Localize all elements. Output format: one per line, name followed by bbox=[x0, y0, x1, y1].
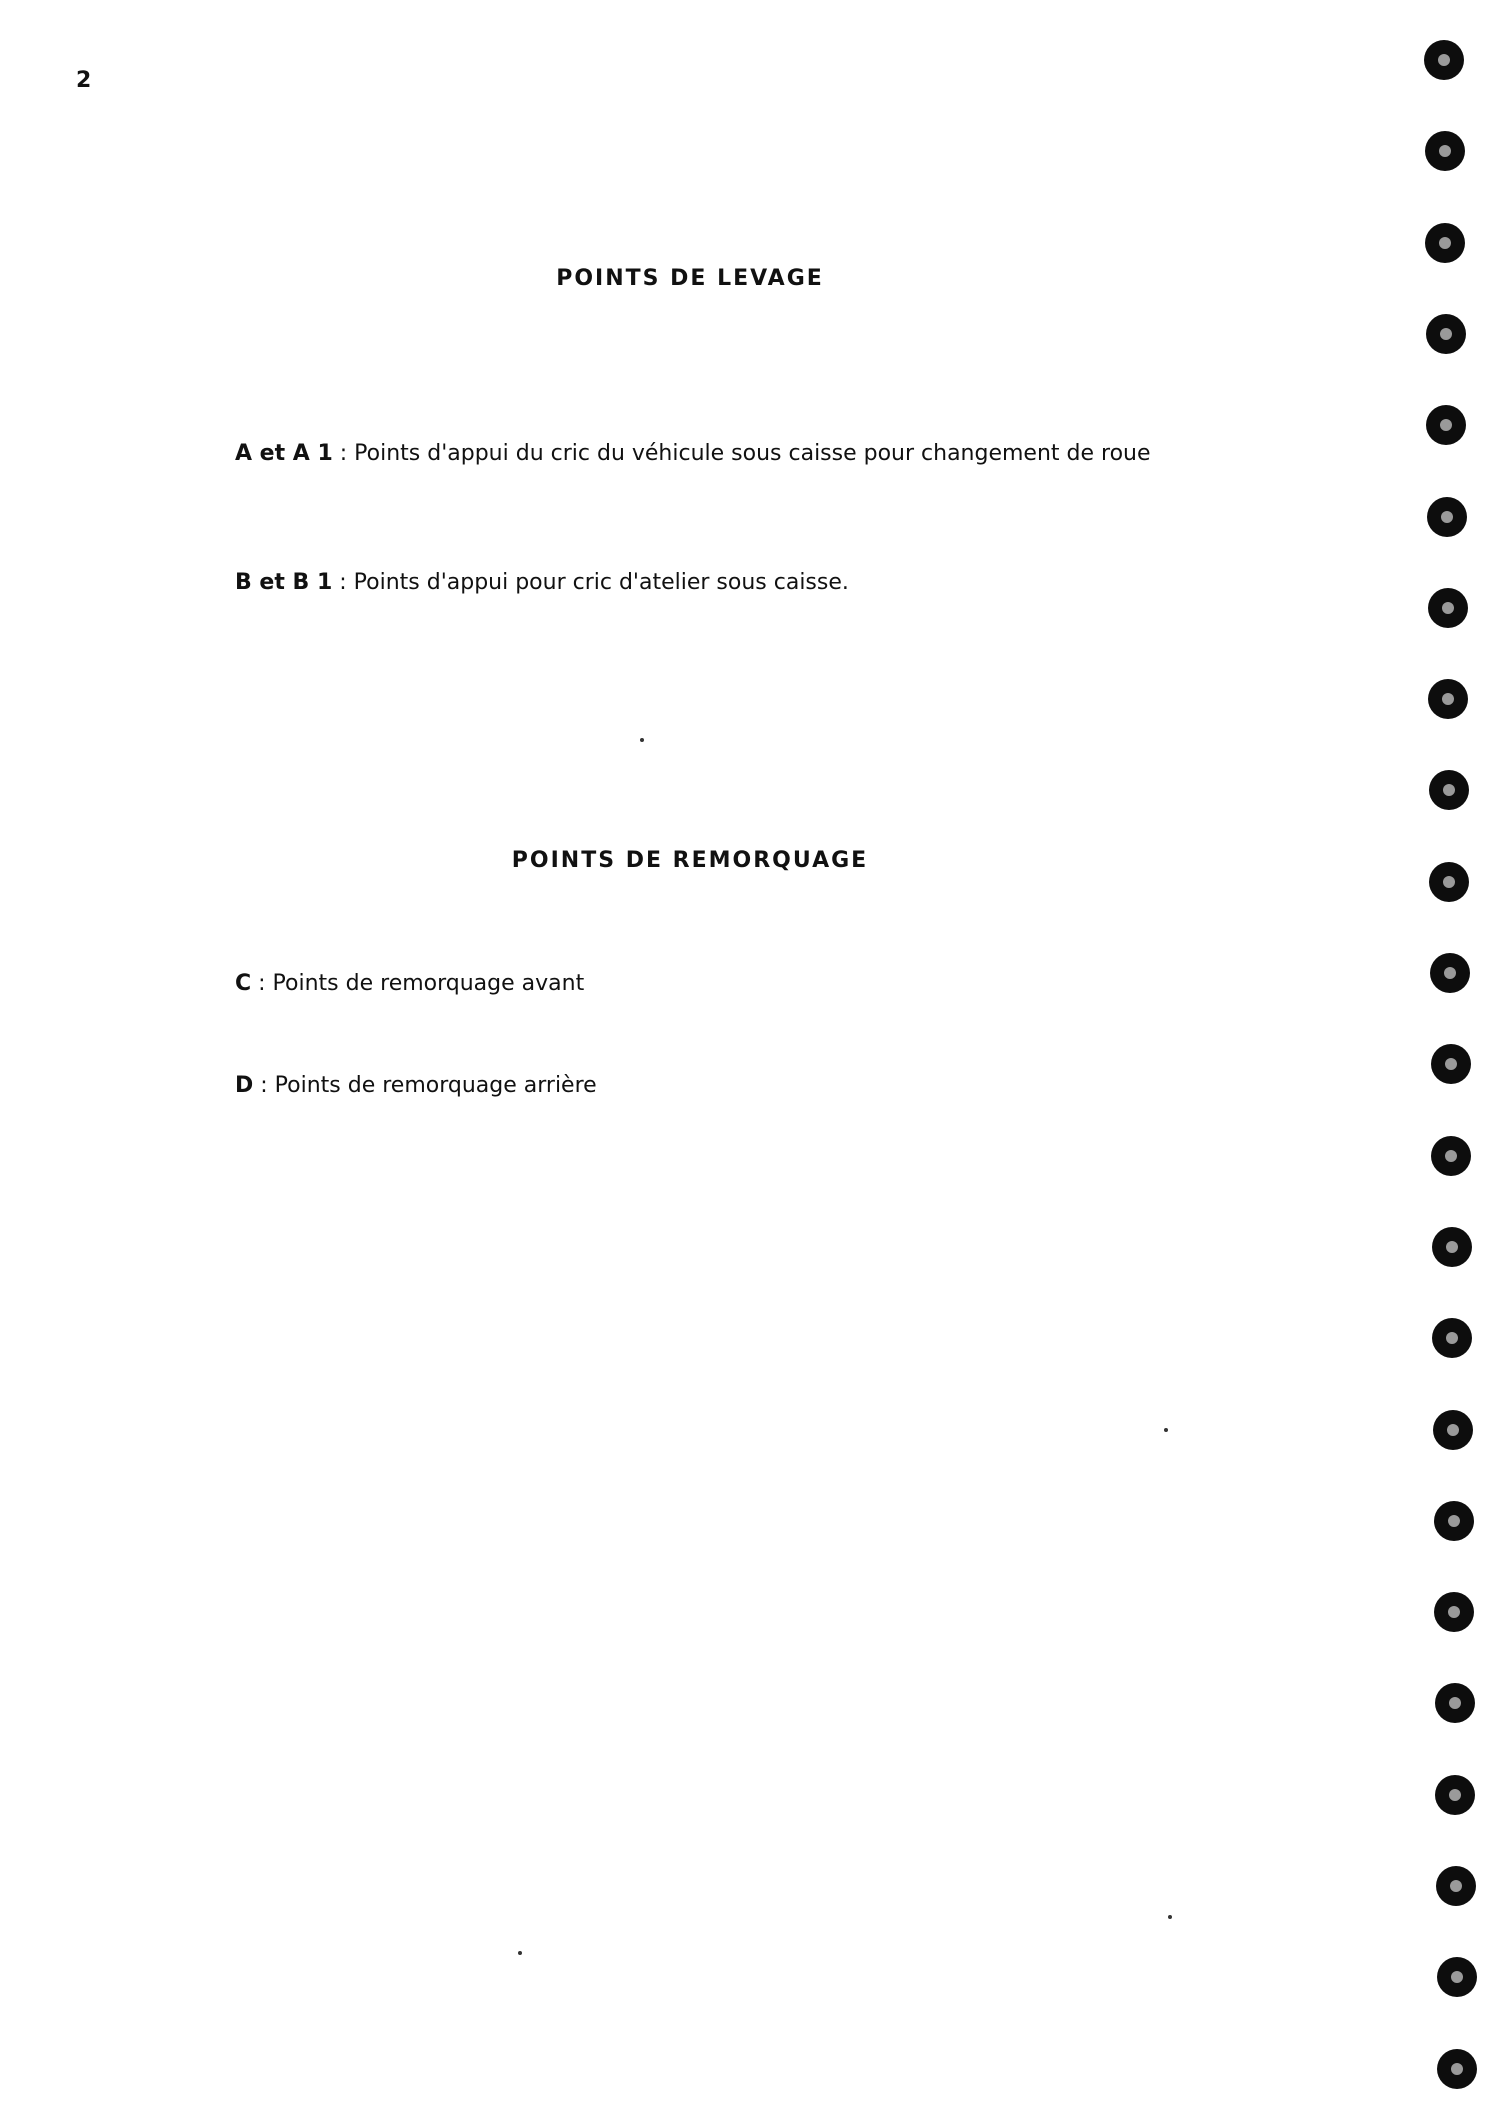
lifting-point-a-text: : Points d'appui du cric du véhicule sous caisse pour changement de roue bbox=[332, 441, 1151, 466]
heading-points-de-levage: POINTS DE LEVAGE bbox=[556, 266, 824, 291]
binder-hole bbox=[1425, 131, 1465, 171]
lifting-point-b bbox=[235, 570, 849, 595]
lifting-point-b-key: B et B 1 bbox=[235, 570, 333, 595]
binder-hole bbox=[1437, 2049, 1477, 2089]
binder-hole bbox=[1435, 1683, 1475, 1723]
towing-point-c-key: C bbox=[235, 971, 252, 996]
scan-speck bbox=[640, 738, 644, 742]
binder-hole bbox=[1426, 405, 1466, 445]
towing-point-d-key: D bbox=[235, 1073, 254, 1098]
binder-hole bbox=[1437, 1957, 1477, 1997]
scan-speck bbox=[1168, 1915, 1172, 1919]
towing-point-c-text: : Points de remorquage avant bbox=[251, 971, 585, 996]
towing-point-c bbox=[235, 971, 584, 996]
binder-hole bbox=[1429, 770, 1469, 810]
lifting-point-a-key: A et A 1 bbox=[235, 441, 333, 466]
binder-holes bbox=[1420, 40, 1480, 2100]
towing-point-d bbox=[235, 1073, 597, 1098]
binder-hole bbox=[1426, 314, 1466, 354]
binder-hole bbox=[1432, 1227, 1472, 1267]
binder-hole bbox=[1427, 497, 1467, 537]
scan-speck bbox=[518, 1951, 522, 1955]
binder-hole bbox=[1434, 1592, 1474, 1632]
binder-hole bbox=[1434, 1501, 1474, 1541]
binder-hole bbox=[1428, 679, 1468, 719]
towing-point-d-text: : Points de remorquage arrière bbox=[253, 1073, 597, 1098]
lifting-point-a bbox=[235, 441, 1151, 466]
binder-hole bbox=[1433, 1410, 1473, 1450]
binder-hole bbox=[1432, 1318, 1472, 1358]
heading-points-de-remorquage: POINTS DE REMORQUAGE bbox=[511, 848, 869, 873]
binder-hole bbox=[1430, 953, 1470, 993]
binder-hole bbox=[1435, 1775, 1475, 1815]
binder-hole bbox=[1428, 588, 1468, 628]
scan-speck bbox=[1164, 1428, 1168, 1432]
page-number: 2 bbox=[76, 68, 92, 93]
binder-hole bbox=[1431, 1044, 1471, 1084]
binder-hole bbox=[1431, 1136, 1471, 1176]
binder-hole bbox=[1429, 862, 1469, 902]
binder-hole bbox=[1424, 40, 1464, 80]
binder-hole bbox=[1436, 1866, 1476, 1906]
binder-hole bbox=[1425, 223, 1465, 263]
lifting-point-b-text: : Points d'appui pour cric d'atelier sous caisse. bbox=[332, 570, 849, 595]
